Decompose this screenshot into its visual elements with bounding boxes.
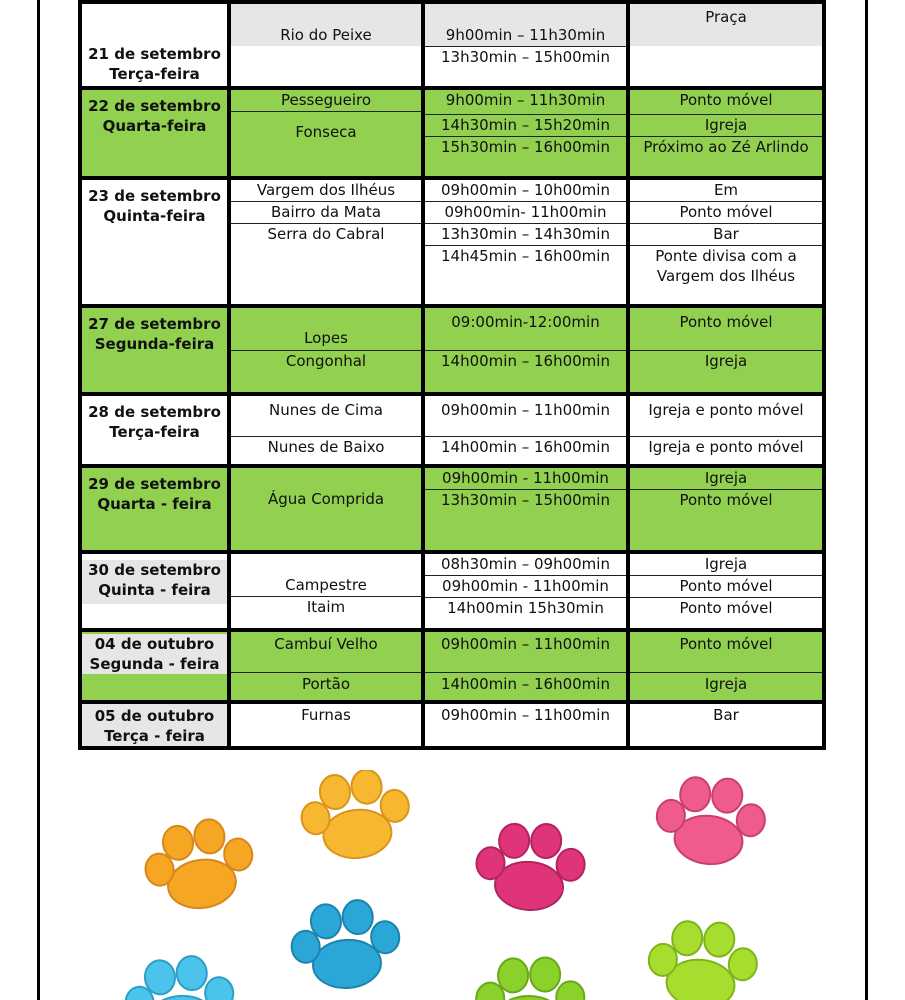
location-cell bbox=[628, 630, 824, 702]
location: Igreja bbox=[630, 115, 822, 137]
location: Ponto móvel bbox=[630, 202, 822, 224]
place-cell bbox=[229, 178, 423, 306]
place: Serra do Cabral bbox=[267, 225, 385, 243]
time: 14h45min – 16h00min bbox=[441, 247, 610, 265]
location-cell bbox=[628, 306, 824, 394]
weekday: Segunda - feira bbox=[89, 655, 220, 673]
date-cell bbox=[80, 630, 229, 702]
place: Pessegueiro bbox=[231, 90, 421, 112]
time-cell bbox=[423, 2, 628, 88]
location-cell bbox=[628, 2, 824, 88]
time: 09h00min – 11h00min bbox=[441, 706, 610, 724]
paw-print-orange-2 bbox=[297, 770, 414, 863]
vaccination-schedule-table bbox=[78, 0, 826, 750]
date-cell bbox=[80, 2, 229, 88]
place: Campestre bbox=[231, 554, 421, 597]
weekday: Quinta - feira bbox=[98, 581, 211, 599]
location-cell bbox=[628, 178, 824, 306]
time: 09h00min - 11h00min bbox=[425, 468, 626, 490]
location: Ponto móvel bbox=[630, 576, 822, 598]
date-cell bbox=[80, 88, 229, 178]
time: 13h30min – 15h00min bbox=[441, 48, 610, 66]
date-cell bbox=[80, 702, 229, 748]
place: Lopes bbox=[231, 308, 421, 351]
weekday: Terça-feira bbox=[109, 65, 200, 83]
date: 21 de setembro bbox=[88, 45, 221, 63]
time: 14h00min – 16h00min bbox=[441, 352, 610, 370]
weekday: Terça-feira bbox=[109, 423, 200, 441]
time-cell bbox=[423, 88, 628, 178]
place: Furnas bbox=[301, 706, 351, 724]
schedule-row bbox=[80, 466, 824, 552]
page-border-right bbox=[865, 0, 868, 1000]
paw-print-orange-1 bbox=[140, 814, 259, 915]
place-cell bbox=[229, 630, 423, 702]
location-cell bbox=[628, 702, 824, 748]
place-cell bbox=[229, 88, 423, 178]
time-cell bbox=[423, 630, 628, 702]
date: 30 de setembro bbox=[88, 561, 221, 579]
place-cell bbox=[229, 702, 423, 748]
location: Próximo ao Zé Arlindo bbox=[643, 138, 809, 156]
location: Ponto móvel bbox=[630, 90, 822, 115]
paw-prints-illustration bbox=[90, 770, 810, 1000]
location: Ponto móvel bbox=[630, 632, 822, 673]
time-cell bbox=[423, 466, 628, 552]
location-cell bbox=[628, 466, 824, 552]
date: 05 de outubro bbox=[94, 707, 215, 725]
date-cell bbox=[80, 306, 229, 394]
page-border-left bbox=[37, 0, 40, 1000]
weekday: Quarta - feira bbox=[97, 495, 212, 513]
weekday: Quarta-feira bbox=[102, 117, 207, 135]
place: Rio do Peixe bbox=[231, 4, 421, 46]
location: Em bbox=[630, 180, 822, 202]
location: Igreja bbox=[704, 675, 748, 693]
time: 13h30min – 14h30min bbox=[425, 224, 626, 246]
paw-print-light-blue bbox=[123, 953, 237, 1000]
time-cell bbox=[423, 702, 628, 748]
time: 09h00min - 11h00min bbox=[425, 576, 626, 598]
date: 04 de outubro bbox=[94, 635, 215, 653]
schedule-row bbox=[80, 306, 824, 394]
place: Nunes de Baixo bbox=[267, 438, 385, 456]
place: Congonhal bbox=[285, 352, 367, 370]
place: Cambuí Velho bbox=[231, 632, 421, 673]
location-cell bbox=[628, 552, 824, 630]
date: 23 de setembro bbox=[88, 187, 221, 205]
location: Igreja e ponto móvel bbox=[630, 396, 822, 437]
time: 15h30min – 16h00min bbox=[441, 138, 610, 156]
date: 29 de setembro bbox=[88, 475, 221, 493]
location: Igreja bbox=[630, 554, 822, 576]
date-cell bbox=[80, 394, 229, 466]
location: Ponto móvel bbox=[679, 599, 773, 617]
location: Praça bbox=[630, 4, 822, 46]
place: Fonseca bbox=[295, 123, 357, 141]
location: Igreja e ponto móvel bbox=[648, 438, 804, 456]
location-cell bbox=[628, 88, 824, 178]
place bbox=[231, 46, 421, 67]
weekday: Quinta-feira bbox=[103, 207, 206, 225]
location: Ponto móvel bbox=[630, 308, 822, 351]
weekday: Segunda-feira bbox=[94, 335, 215, 353]
date: 22 de setembro bbox=[88, 97, 221, 115]
place: Nunes de Cima bbox=[231, 396, 421, 437]
schedule-row bbox=[80, 88, 824, 178]
place: Portão bbox=[301, 675, 351, 693]
location: Igreja bbox=[704, 352, 748, 370]
schedule-row bbox=[80, 552, 824, 630]
date-cell bbox=[80, 552, 229, 630]
time: 14h00min – 16h00min bbox=[441, 675, 610, 693]
time: 14h30min – 15h20min bbox=[425, 115, 626, 137]
date: 28 de setembro bbox=[88, 403, 221, 421]
time: 09h00min – 10h00min bbox=[425, 180, 626, 202]
schedule-row bbox=[80, 702, 824, 748]
place-cell bbox=[229, 552, 423, 630]
time: 14h00min – 16h00min bbox=[441, 438, 610, 456]
location: Ponte divisa com a Vargem dos Ilhéus bbox=[655, 247, 797, 285]
time: 9h00min – 11h30min bbox=[425, 4, 626, 47]
schedule-row bbox=[80, 394, 824, 466]
place: Itaim bbox=[306, 598, 346, 616]
weekday: Terça - feira bbox=[104, 727, 205, 745]
time-cell bbox=[423, 394, 628, 466]
location bbox=[630, 46, 822, 67]
time: 09h00min- 11h00min bbox=[425, 202, 626, 224]
time-cell bbox=[423, 178, 628, 306]
paw-print-green bbox=[475, 955, 586, 1000]
time-cell bbox=[423, 552, 628, 630]
place: Água Comprida bbox=[267, 490, 385, 508]
location-cell bbox=[628, 394, 824, 466]
time: 9h00min – 11h30min bbox=[425, 90, 626, 115]
schedule-row bbox=[80, 178, 824, 306]
time: 09h00min – 11h00min bbox=[425, 396, 626, 437]
time: 09h00min – 11h00min bbox=[425, 632, 626, 673]
place-cell bbox=[229, 2, 423, 88]
time: 14h00min 15h30min bbox=[447, 599, 604, 617]
schedule-row bbox=[80, 630, 824, 702]
location: Ponto móvel bbox=[679, 491, 773, 509]
place-cell bbox=[229, 306, 423, 394]
place: Bairro da Mata bbox=[231, 202, 421, 224]
time-cell bbox=[423, 306, 628, 394]
paw-print-lime bbox=[644, 916, 761, 1000]
location: Bar bbox=[630, 224, 822, 246]
date-label-box bbox=[82, 560, 227, 604]
place: Vargem dos Ilhéus bbox=[231, 180, 421, 202]
time: 13h30min – 15h00min bbox=[441, 491, 610, 509]
time: 09:00min-12:00min bbox=[425, 308, 626, 351]
location: Igreja bbox=[630, 468, 822, 490]
date-cell bbox=[80, 466, 229, 552]
place-cell bbox=[229, 466, 423, 552]
schedule-row bbox=[80, 2, 824, 88]
paw-print-magenta bbox=[473, 819, 587, 913]
time: 08h30min – 09h00min bbox=[425, 554, 626, 576]
place-cell bbox=[229, 394, 423, 466]
paw-print-pink bbox=[652, 772, 769, 870]
location: Bar bbox=[713, 706, 739, 724]
date: 27 de setembro bbox=[88, 315, 221, 333]
paw-print-blue bbox=[289, 897, 403, 991]
date-cell bbox=[80, 178, 229, 306]
date-label-box bbox=[82, 634, 227, 674]
